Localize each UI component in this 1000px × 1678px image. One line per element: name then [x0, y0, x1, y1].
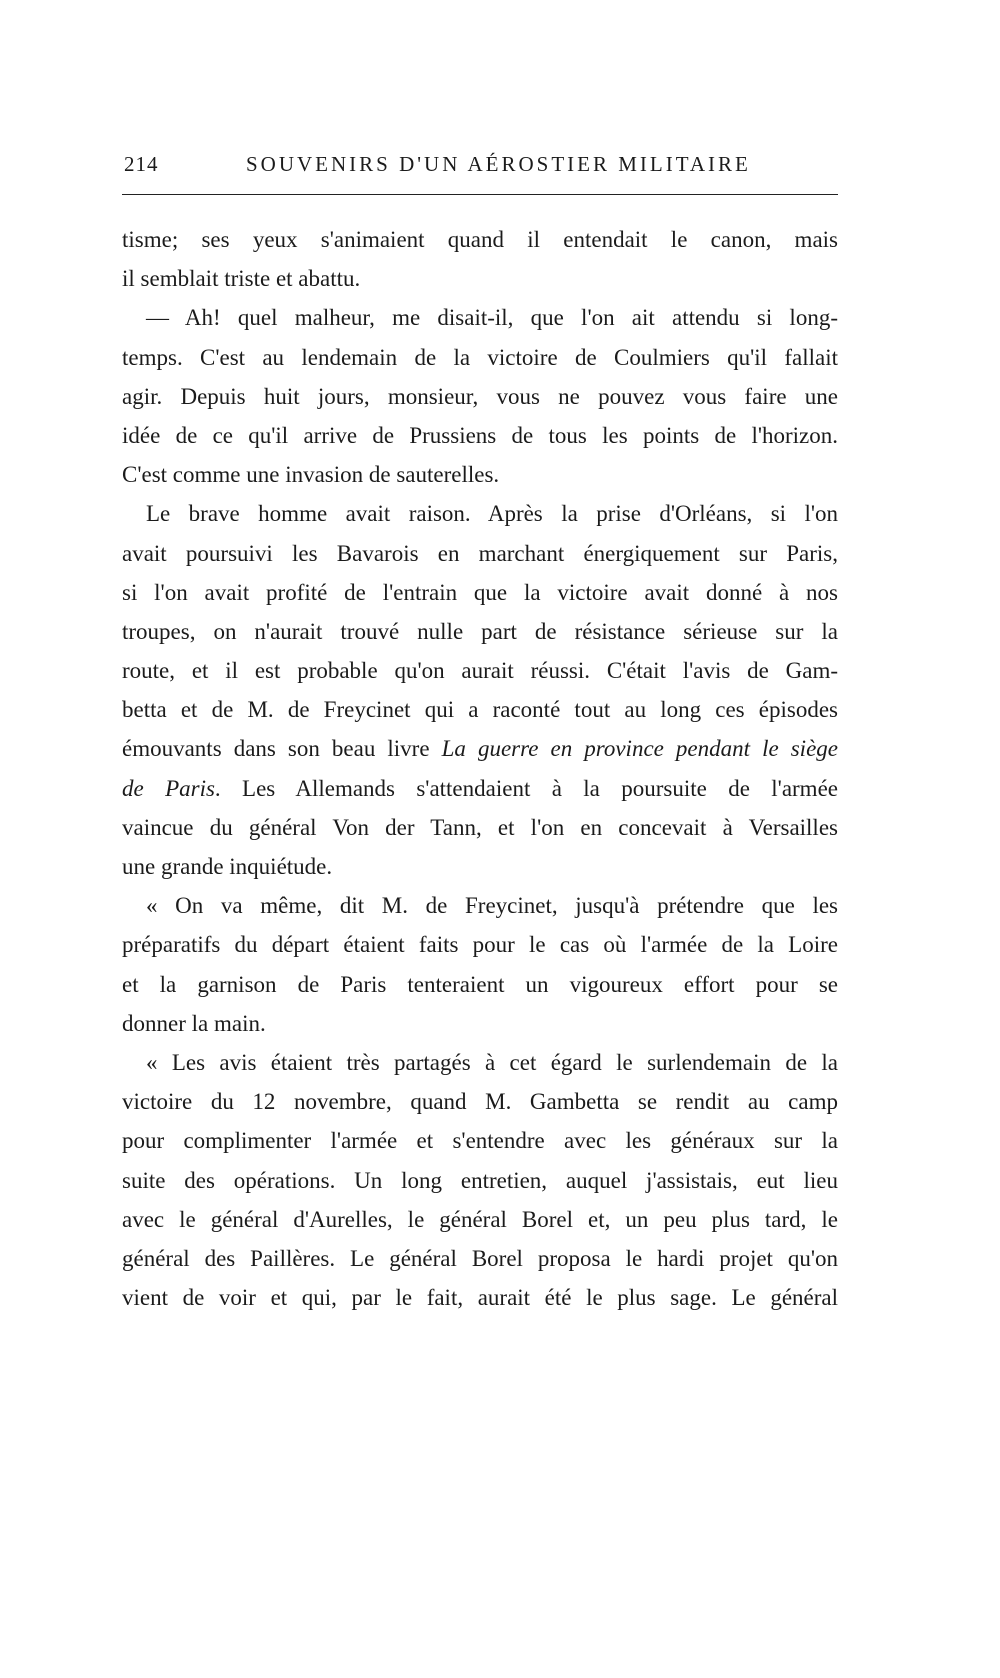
italic-title: de Paris	[122, 775, 215, 801]
text-line: pour complimenter l'armée et s'entendre avec les généraux sur la	[122, 1128, 838, 1154]
text-line: si l'on avait profité de l'entrain que la victoire avait donné à nos	[122, 579, 838, 605]
page-number: 214	[124, 152, 159, 176]
text-line	[122, 769, 838, 808]
text-line: route, et il est probable qu'on aurait réussi. C'était l'avis de Gam-	[122, 658, 838, 684]
running-head	[124, 152, 836, 180]
italic-title: La guerre en province pendant le siège	[441, 736, 838, 762]
text-line: et la garnison de Paris tenteraient un vigoureux effort pour se	[122, 971, 838, 997]
text-line: avait poursuivi les Bavarois en marchant énergiquement sur Paris,	[122, 540, 838, 566]
text-line: une grande inquiétude.	[122, 854, 333, 879]
text-line	[122, 729, 838, 768]
header-rule	[122, 194, 838, 195]
text-line: « On va même, dit M. de Freycinet, jusqu'à prétendre que les	[146, 893, 838, 919]
text-line: tisme; ses yeux s'animaient quand il entendait le canon, mais	[122, 227, 838, 252]
text-line: — Ah! quel malheur, me disait-il, que l'on ait attendu si long-	[146, 305, 838, 331]
text-line: agir. Depuis huit jours, monsieur, vous ne pouvez vous faire une	[122, 383, 838, 409]
text-line: général des Paillères. Le général Borel proposa le hardi projet qu'on	[122, 1245, 838, 1271]
text-line: avec le général d'Aurelles, le général Borel et, un peu plus tard, le	[122, 1206, 838, 1232]
text-line: « Les avis étaient très partagés à cet égard le surlendemain de la	[146, 1049, 838, 1075]
text-line: donner la main.	[122, 1010, 266, 1036]
text-line: victoire du 12 novembre, quand M. Gambetta se rendit au camp	[122, 1089, 838, 1115]
text-line: suite des opérations. Un long entretien, auquel j'assistais, eut lieu	[122, 1167, 838, 1193]
text-line: vaincue du général Von der Tann, et l'on en concevait à Versailles	[122, 814, 838, 840]
text-line: C'est comme une invasion de sauterelles.	[122, 462, 500, 488]
text-line: Le brave homme avait raison. Après la prise d'Orléans, si l'on	[146, 501, 838, 527]
text-line: il semblait triste et abattu.	[122, 266, 361, 292]
text-segment: émouvants dans son beau livre	[122, 736, 442, 762]
running-title: SOUVENIRS D'UN AÉROSTIER MILITAIRE	[246, 152, 751, 176]
text-line: idée de ce qu'il arrive de Prussiens de tous les points de l'horizon.	[122, 422, 838, 448]
text-line: betta et de M. de Freycinet qui a raconté tout au long ces épisodes	[122, 697, 838, 723]
text-line: temps. C'est au lendemain de la victoire de Coulmiers qu'il fallait	[122, 344, 838, 370]
text-line: vient de voir et qui, par le fait, aurait été le plus sage. Le général	[122, 1285, 838, 1311]
text-line: troupes, on n'aurait trouvé nulle part de résistance sérieuse sur la	[122, 618, 838, 644]
text-segment: . Les Allemands s'attendaient à la poursuite de l'armée	[214, 775, 838, 801]
body-text	[122, 220, 838, 1317]
text-line: préparatifs du départ étaient faits pour le cas où l'armée de la Loire	[122, 932, 838, 958]
